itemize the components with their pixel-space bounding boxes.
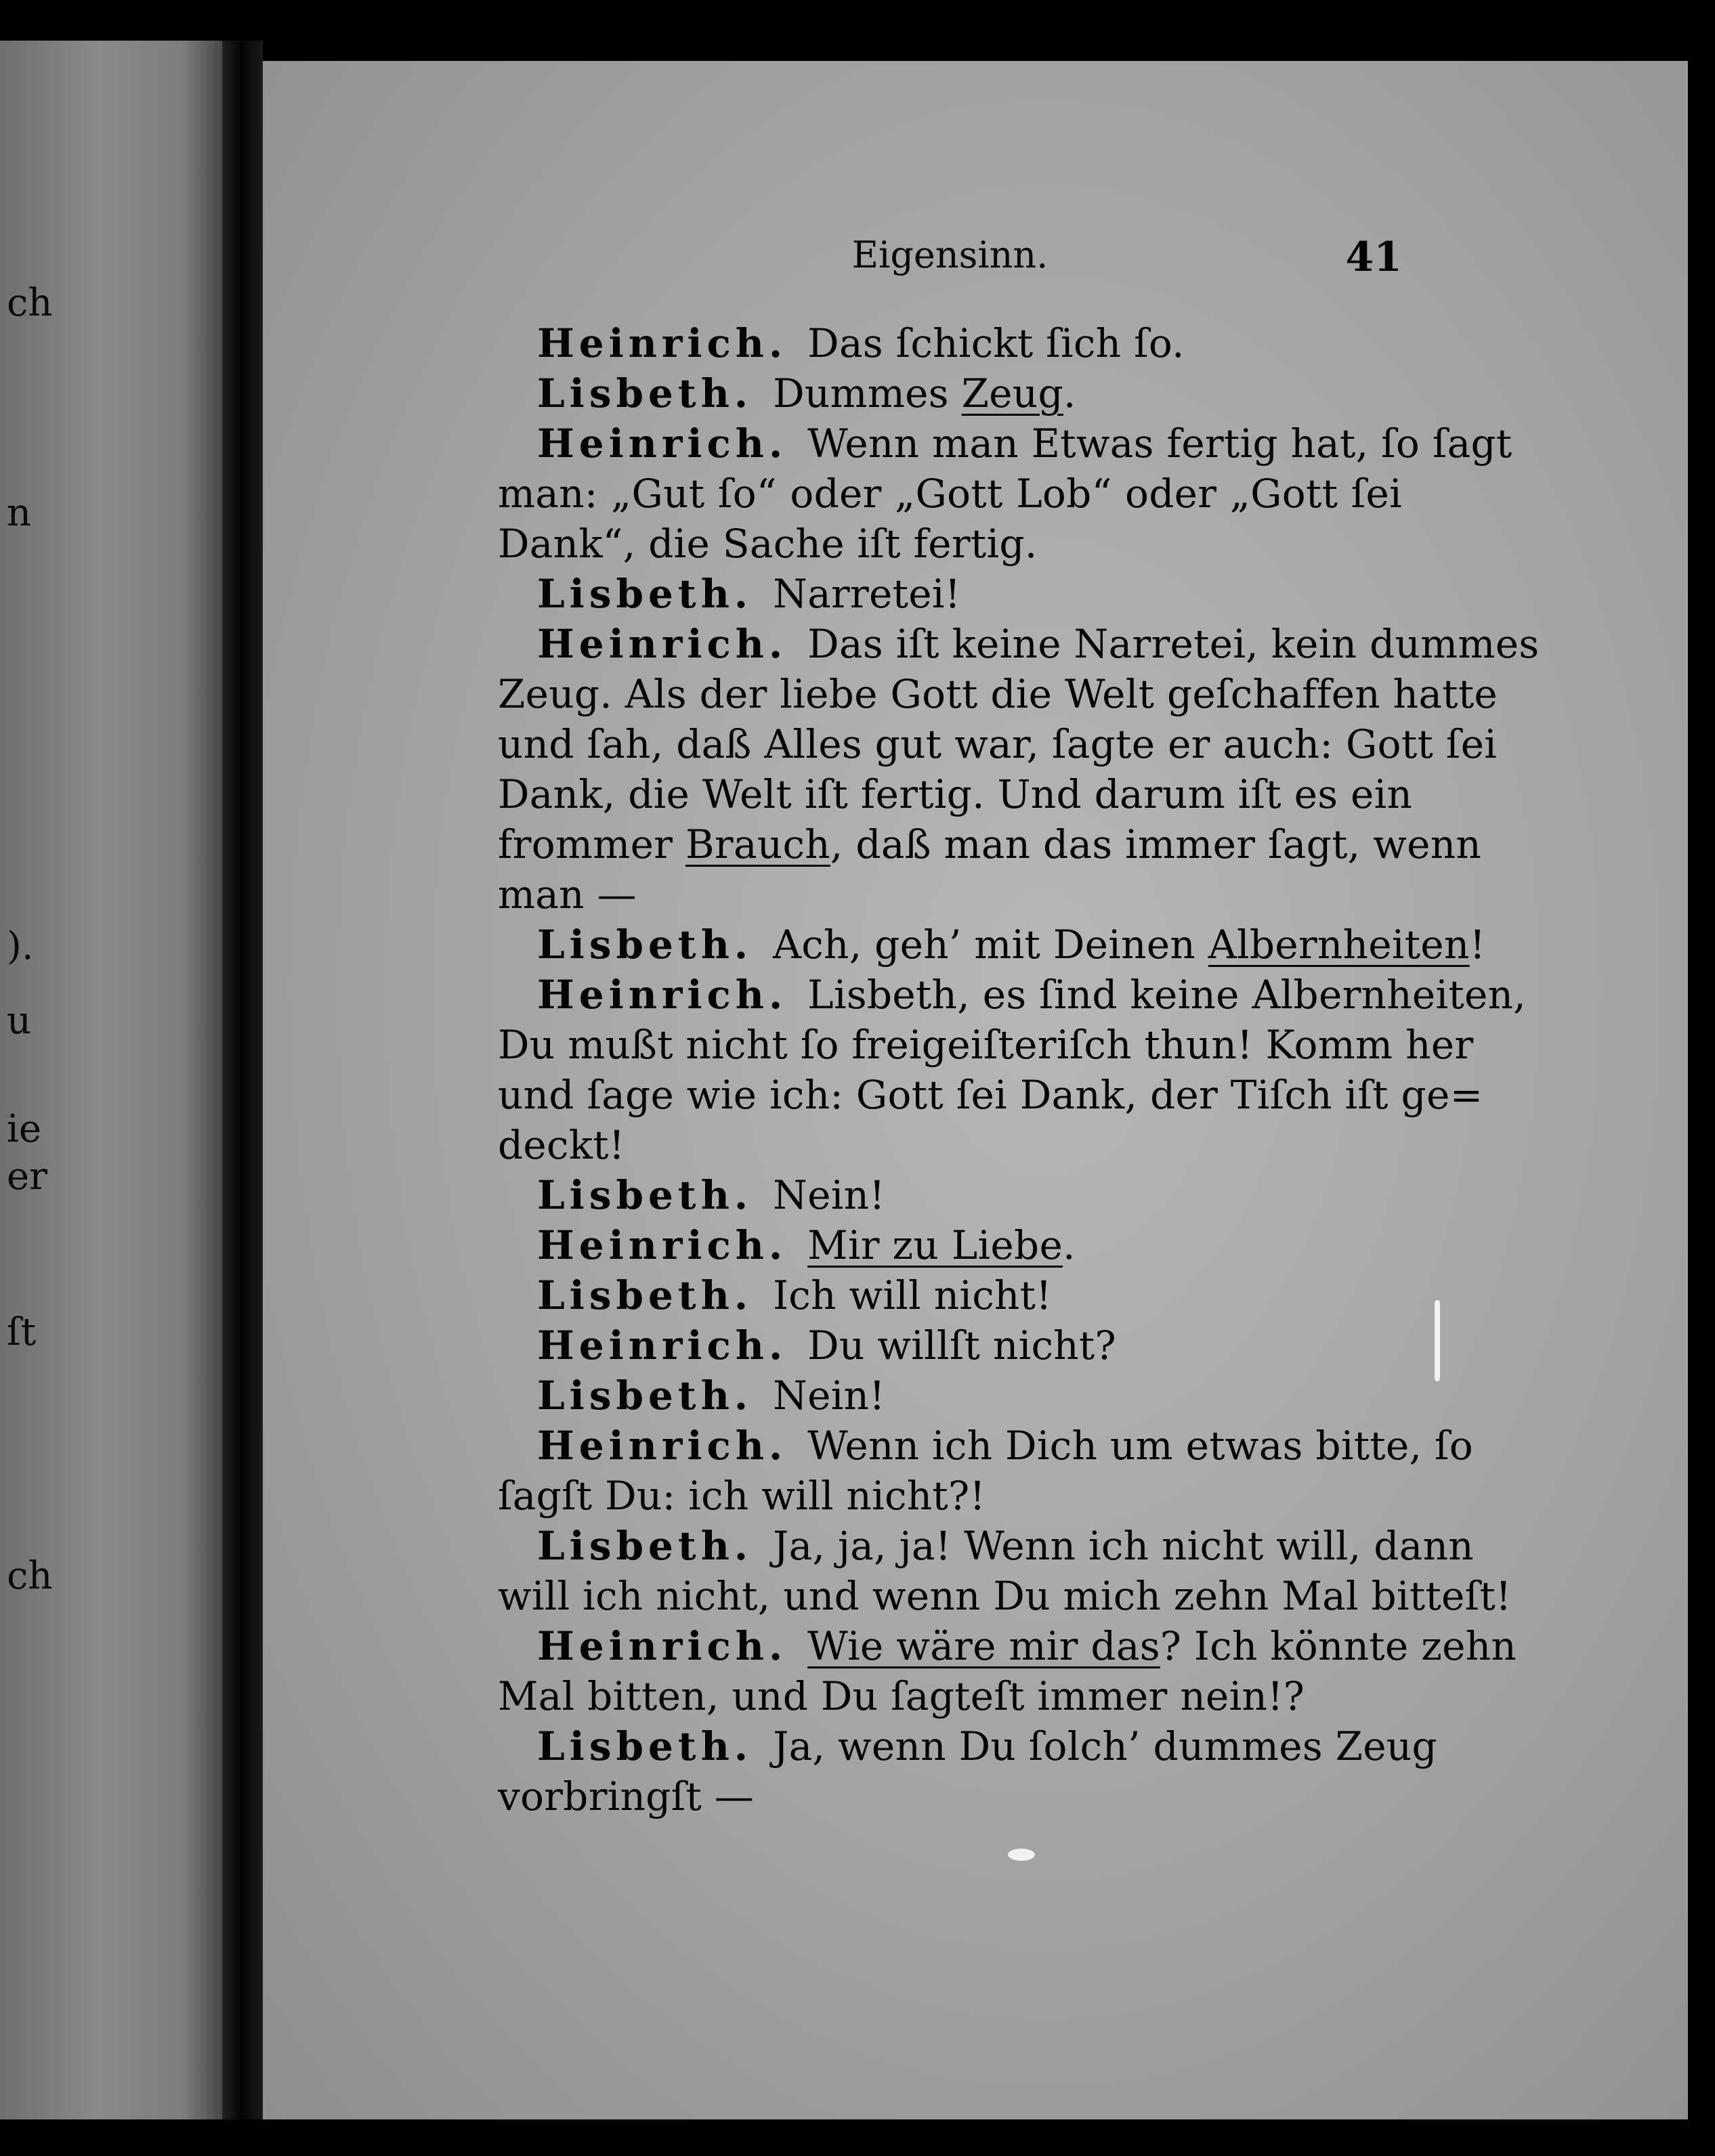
paper-blemish (1008, 1849, 1035, 1861)
line-text: ! (1469, 922, 1486, 968)
speaker-name: Heinrich. (537, 320, 788, 366)
speaker-name: Heinrich. (537, 621, 788, 667)
speaker-name: Lisbeth. (537, 922, 753, 968)
text-line (498, 519, 1402, 569)
dialogue-lines (498, 318, 1540, 1821)
line-text: Narretei! (773, 571, 961, 617)
line-text: Wenn man Etwas fertig hat, ſo ſagt (807, 421, 1512, 467)
text-line (498, 1270, 1402, 1320)
underlined-text: Mir zu Liebe (807, 1222, 1063, 1268)
line-text: Das iſt keine Narretei, kein dummes (807, 621, 1540, 667)
text-line (498, 1371, 1402, 1421)
text-line (498, 769, 1413, 819)
line-text: man: „Gut ſo“ oder „Gott Lob“ oder „Gott ſei (498, 471, 1402, 517)
book-gutter (222, 41, 263, 2119)
underlined-text: Brauch (685, 821, 830, 867)
line-text: ? Ich könnte zehn (1160, 1623, 1517, 1669)
text-line (498, 1421, 1473, 1471)
line-text: Zeug. Als der liebe Gott die Welt geſchaffen hatte (498, 671, 1498, 717)
running-head (498, 234, 1402, 288)
previous-page-text-fragments (0, 41, 244, 2119)
line-text: Mal bitten, und Du ſagteſt immer nein!? (498, 1673, 1305, 1719)
line-text: vorbringſt — (498, 1773, 755, 1819)
line-text: Du willſt nicht? (807, 1322, 1116, 1368)
underlined-text: Wie wäre mir das (807, 1623, 1160, 1669)
speaker-name: Heinrich. (537, 972, 788, 1018)
text-line (498, 1070, 1483, 1120)
previous-page-fragment: ch (7, 1554, 53, 1598)
speaker-name: Lisbeth. (537, 1272, 753, 1318)
text-line (498, 970, 1527, 1020)
speaker-name: Lisbeth. (537, 571, 753, 617)
page-number: 41 (1345, 234, 1402, 281)
text-line (498, 1471, 1402, 1521)
text-line (498, 1320, 1402, 1371)
line-text: man — (498, 871, 637, 918)
text-line (498, 1220, 1402, 1270)
text-line (498, 1170, 1402, 1220)
line-text: Lisbeth, es ſind keine Albernheiten, (807, 972, 1527, 1018)
speaker-name: Lisbeth. (537, 1172, 753, 1218)
previous-page-fragment: ie (7, 1107, 42, 1151)
speaker-name: Heinrich. (537, 1423, 788, 1469)
previous-page-edge (0, 41, 244, 2119)
text-line (498, 469, 1402, 519)
text-line (498, 819, 1482, 869)
speaker-name: Lisbeth. (537, 1723, 753, 1769)
text-line (498, 920, 1486, 970)
text-line (498, 1771, 1402, 1821)
line-text: Dummes (773, 370, 962, 416)
underlined-text: Albernheiten (1208, 922, 1470, 968)
line-text: Du mußt nicht ſo freigeiſteriſch thun! Komm her (498, 1022, 1474, 1068)
line-text: frommer (498, 821, 685, 867)
line-text: Wenn ich Dich um etwas bitte, ſo (807, 1423, 1473, 1469)
speaker-name: Lisbeth. (537, 1523, 753, 1569)
previous-page-fragment: ). (7, 924, 34, 968)
previous-page-fragment: u (7, 999, 32, 1043)
line-text: deckt! (498, 1122, 625, 1168)
previous-page-fragment: ſt (7, 1310, 37, 1354)
line-text: ſagſt Du: ich will nicht?! (498, 1473, 986, 1519)
text-line (498, 1120, 1402, 1170)
text-line (498, 318, 1402, 368)
line-text: will ich nicht, und wenn Du mich zehn Mal bitteſt! (498, 1573, 1512, 1619)
line-text: Nein! (773, 1373, 885, 1419)
paper-blemish (1435, 1300, 1440, 1381)
speaker-name: Lisbeth. (537, 1373, 753, 1419)
previous-page-fragment: er (7, 1155, 47, 1199)
line-text: Dank“, die Sache iſt fertig. (498, 521, 1038, 567)
text-line (498, 619, 1540, 669)
previous-page-fragment: ch (7, 281, 53, 325)
text-line (498, 869, 1402, 920)
text-line (498, 569, 1402, 619)
text-line (498, 1020, 1474, 1070)
text-line (498, 368, 1402, 418)
text-line (498, 1671, 1402, 1721)
previous-page-fragment: n (7, 491, 32, 535)
line-text: und ſah, daß Alles gut war, ſagte er auch: Gott ſei (498, 721, 1498, 767)
line-text: und ſage wie ich: Gott ſei Dank, der Tiſch iſt ge= (498, 1072, 1483, 1118)
line-text: Ja, ja, ja! Wenn ich nicht will, dann (773, 1523, 1474, 1569)
speaker-name: Heinrich. (537, 421, 788, 467)
line-text: . (1063, 370, 1076, 416)
line-text: . (1063, 1222, 1076, 1268)
speaker-name: Heinrich. (537, 1322, 788, 1368)
line-text: Ach, geh’ mit Deinen (773, 922, 1208, 968)
line-text: , daß man das immer ſagt, wenn (830, 821, 1482, 867)
text-line (498, 719, 1498, 769)
speaker-name: Lisbeth. (537, 370, 753, 416)
running-title: Eigensinn. (851, 234, 1049, 276)
text-line (498, 1621, 1517, 1671)
text-line (498, 418, 1512, 469)
text-line (498, 1521, 1474, 1571)
line-text: Das ſchickt ſich ſo. (807, 320, 1185, 366)
underlined-text: Zeug (961, 370, 1063, 416)
line-text: Nein! (773, 1172, 885, 1218)
line-text: Ja, wenn Du ſolch’ dummes Zeug (773, 1723, 1437, 1769)
text-line (498, 669, 1498, 719)
line-text: Dank, die Welt iſt fertig. Und darum iſt es ein (498, 771, 1413, 817)
speaker-name: Heinrich. (537, 1623, 788, 1669)
speaker-name: Heinrich. (537, 1222, 788, 1268)
scan-border (0, 2119, 1715, 2156)
line-text: Ich will nicht! (773, 1272, 1052, 1318)
text-line (498, 1571, 1512, 1621)
text-line (498, 1721, 1437, 1771)
